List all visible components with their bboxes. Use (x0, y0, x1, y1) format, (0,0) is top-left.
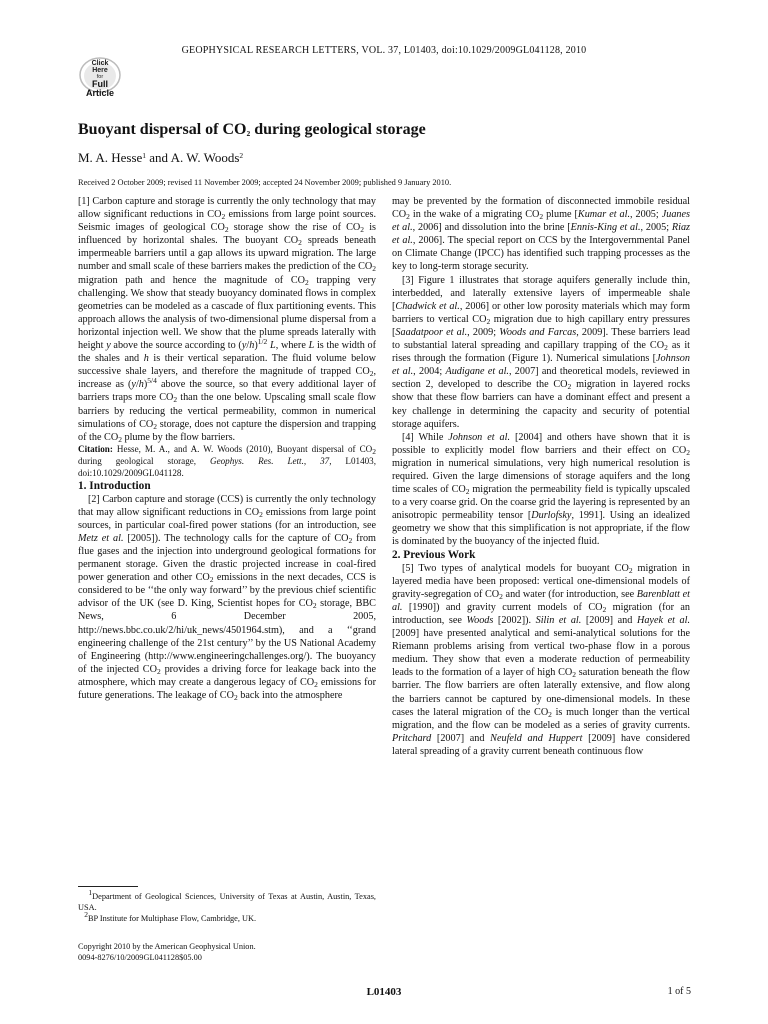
citation: Citation: Hesse, M. A., and A. W. Woods (2010), Buoyant dispersal of $CO_2$ during geological storage, Geophys. Res. Lett., 37, L01403, doi:10.1029/2009GL041128. (78, 443, 376, 478)
journal-header: GEOPHYSICAL RESEARCH LETTERS, VOL. 37, L01403, doi:10.1029/2009GL041128, 2010 (181, 45, 587, 56)
copyright-notice: Copyright 2010 by the American Geophysical Union. 0094-8276/10/2009GL041128$05.00 (78, 942, 256, 962)
abstract-paragraph: [1] Carbon capture and storage is currently the only technology that may allow significant reductions in $CO_2$ emissions from large point sources. Seismic images of geological $CO_2$ storage show the rise of $CO_2$ is influenced by horizontal shales. The buoyant $CO_2$ spreads beneath impermeable barriers until a gap allows its upward migration. The large number and small scale of these barriers makes the prediction of the $CO_2$ migration path and hence the magnitude of $CO_2$ trapping very challenging. We show that steady buoyancy dominated flows in complex geometries can be modeled as a cascade of flux partitioning events. This approach allows the analysis of two-dimensional plume dispersal from a horizontal injection well. We show that the plume spreads laterally with height y above the source according to $(y/h)^{1/2}$ L, where L is the width of the shales and h is their vertical separation. The fluid volume below successive shale layers, and therefore the magnitude of trapped $CO_2$, increase as $(y/h)^{5/4}$ above the source, so that every additional layer of barriers traps more $CO_2$ than the one below. Upscaling small scale flow barriers by reducing the vertical permeability, common in numerical simulations of $CO_2$ storage, does not capture the dispersion and trapping of the $CO_2$ plume by the flow barriers. (78, 196, 377, 444)
body-paragraph: [5] Two types of analytical models for buoyant $CO_2$ migration in layered media have been proposed: vertical one-dimensional models of gravity-segregation of $CO_2$ and water (for introduction, see Barenblatt et al. [1990]) and gravity current models of $CO_2$ migration (for an introduction, see Woods [2002]). Silin et al. [2009] and Hayek et al. [2009] have presented analytical and semi-analytical solutions for the Riemann problems arising from vertical two-phase flow in a porous medium. They show that even a moderate reduction of permeability leads to the formation of a layer of high $CO_2$ saturation beneath the flow barrier. The flow barriers are often laterally extensive, and flow along the barriers cannot be captured by one-dimensional models. In these cases the lateral migration of the $CO_2$ is much longer than the vertical migration, and the flow can be modeled as a series of gravity currents. Pritchard [2007] and Neufeld and Huppert [2009] have considered lateral spreading of a gravity current beneath continuous flow (392, 562, 691, 757)
article-id-footer: L01403 (366, 986, 402, 998)
section-heading-introduction: 1. Introduction (78, 479, 151, 492)
affiliation-footnotes (78, 888, 376, 924)
author-name: M. A. Hesse (78, 150, 143, 165)
right-column (392, 195, 690, 758)
received-dates: Received 2 October 2009; revised 11 November 2009; accepted 24 November 2009; published 9 January 2010. (78, 178, 452, 187)
badge-line-article: Article (85, 88, 115, 98)
footnote-affiliation-1: $^1$Department of Geological Sciences, University of Texas at Austin, Austin, Texas, USA. (78, 888, 376, 912)
badge-line-for: for (96, 74, 104, 80)
left-column (78, 195, 376, 702)
footnote-divider (78, 886, 138, 887)
badge-line-full: Full (92, 79, 108, 89)
paper-title: Buoyant dispersal of $CO_2$ during geological storage (78, 121, 426, 138)
footnote-affiliation-2: $^2$BP Institute for Multiphase Flow, Cambridge, UK. (84, 910, 257, 923)
body-paragraph: [4] While Johnson et al. [2004] and others have shown that it is possible to explicitly model flow barriers and their effect on $CO_2$ migration in numerical simulations, very high numerical resolution is required. Given the large dimensions of storage aquifers and the long time scales of $CO_2$ migration the permeability field is typically upscaled to a very coarse grid. On the coarse grid the layering is represented by an anisotropic permeability tensor [Durlofsky, 1991]. Using an idealized geometry we show that this simplification is not appropriate, if the flow is dominated by the buoyancy of the injected fluid. (392, 431, 690, 548)
body-paragraph: [3] Figure 1 illustrates that storage aquifers generally include thin, interbedded, and laterally extensive layers of impermeable shale [Chadwick et al., 2006] or other low porosity materials which may form barriers to vertical $CO_2$ migration due to high capillary entry pressures [Saadatpoor et al., 2009; Woods and Farcas, 2009]. These barriers lead to substantial lateral spreading and capillary trapping of the $CO_2$ as it rises through the formation (Figure 1). Numerical simulations [Johnson et al., 2004; Audigane et al., 2007] and theoretical models, reviewed in section 2, developed to describe the $CO_2$ migration in layered rocks show that these flow barriers can have a dominant effect and present a key challenge in determining the capacity and security of potential storage aquifers. (392, 274, 691, 430)
badge-line-here: Here (92, 67, 108, 74)
section-heading-previous-work: 2. Previous Work (392, 548, 476, 561)
author-name: A. W. Woods (170, 150, 240, 165)
page-number: 1 of 5 (667, 986, 691, 997)
body-paragraph: [2] Carbon capture and storage (CCS) is currently the only technology that may allow significant reductions in $CO_2$ emissions from large point sources, in particular coal-fired power stations (for an introduction, see Metz et al. [2005]). The technology calls for the capture of $CO_2$ from flue gases and the injection into underground geological formations for permanent storage. Given the drastic projected increase in coal-fired power generation and other $CO_2$ emissions in the next decades, CCS is considered to be ‘‘the only way forward’’ by the previous chief scientific advisor of the UK (see D. King, Scientist hopes for $CO_2$ storage, BBC News, 6 December 2005, http://news.bbc.co.uk/2/hi/uk_news/4501964.stm), and a ‘‘grand engineering challenge of the 21st century’’ by the US National Academy of Engineering (http://www.engineeringchallenges.org/). The buoyancy of the injected $CO_2$ provides a driving force for leakage back into the atmosphere, which may create a dangerous legacy of $CO_2$ emissions for future generations. The leakage of $CO_2$ back into the atmosphere (78, 493, 377, 702)
badge-line-click: Click (91, 60, 109, 67)
click-here-full-article-icon[interactable] (78, 55, 122, 99)
author-list: M. A. Hesse$^1$ and A. W. Woods$^2$ (78, 150, 244, 165)
body-paragraph: may be prevented by the formation of disconnected immobile residual $CO_2$ in the wake of a migrating $CO_2$ plume [Kumar et al., 2005; Juanes et al., 2006] and dissolution into the brine [Ennis-King et al., 2005; Riaz et al., 2006]. The special report on CCS by the Intergovernmental Panel on Climate Change (IPCC) has identified such trapping processes as the key to long-term storage security. (392, 196, 691, 273)
